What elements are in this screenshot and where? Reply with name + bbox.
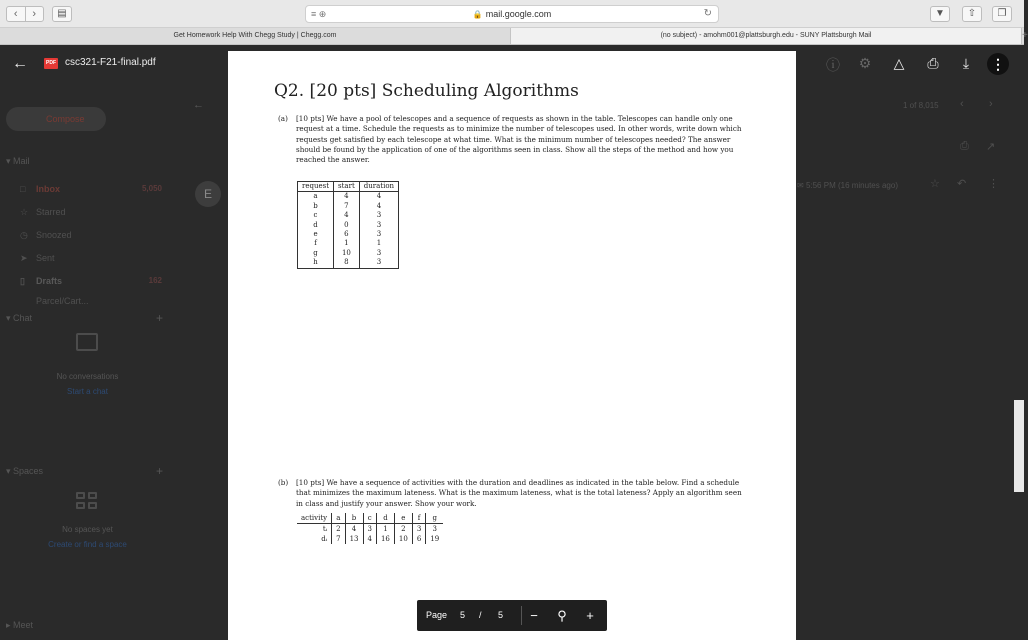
page-control (417, 600, 607, 631)
spaces-section-header[interactable]: ▾ Spaces (6, 466, 44, 476)
history-nav (6, 6, 44, 22)
url-text: mail.google.com (485, 9, 552, 19)
reader-icon[interactable]: ≡ ⊕ (311, 9, 327, 19)
table-cell: 6 (412, 534, 425, 544)
table-header: request (298, 182, 334, 192)
table-cell: h (298, 258, 334, 268)
new-tab-icon[interactable]: + (1022, 30, 1028, 41)
print-icon[interactable]: ⎙ (960, 140, 969, 152)
table-cell: 4 (334, 211, 360, 220)
sidebar-toggle-icon[interactable]: ▤ (52, 6, 72, 22)
table-cell: 4 (345, 524, 363, 535)
mail-section-header[interactable]: ▾ Mail (6, 156, 30, 166)
table-row (298, 258, 399, 268)
table-cell: 0 (334, 221, 360, 230)
reload-icon[interactable]: ↻ (703, 8, 712, 19)
table-cell: 1 (376, 524, 394, 535)
spaces-icon (76, 492, 98, 510)
more-actions-icon[interactable]: ⋮ (987, 53, 1009, 75)
page-label: Page (426, 610, 448, 620)
drafts-count: 162 (148, 276, 162, 285)
table-cell: 19 (426, 534, 443, 544)
chevron-right-icon[interactable]: › (989, 98, 993, 110)
open-new-window-icon[interactable]: ↗ (986, 141, 996, 153)
table-cell: 3 (359, 230, 398, 239)
table-row (298, 211, 399, 220)
star-icon[interactable]: ☆ (930, 178, 940, 190)
table-header: activity (297, 513, 332, 524)
clock-icon: ◷ (20, 230, 28, 240)
tab-bar (0, 28, 1028, 45)
forward-button[interactable]: › (25, 7, 44, 21)
zoom-in-icon[interactable]: + (586, 608, 594, 623)
table-cell: 4 (334, 192, 360, 202)
table-cell: c (363, 513, 376, 524)
tab-chegg[interactable]: Get Homework Help With Chegg Study | Chegg.com (0, 28, 511, 44)
star-icon: ☆ (20, 207, 29, 217)
avatar: E (195, 181, 221, 207)
table-cell: 4 (359, 202, 398, 211)
question-title: Q2. [20 pts] Scheduling Algorithms (274, 81, 579, 101)
table-header: dᵢ (321, 535, 328, 543)
table-cell: d (298, 221, 334, 230)
table-cell: 16 (376, 534, 394, 544)
table-row (298, 202, 399, 211)
settings-icon[interactable]: ⚙ (858, 55, 872, 71)
tab-gmail[interactable]: (no subject) - amohm001@plattsburgh.edu - SUNY Plattsburgh Mail (511, 28, 1022, 44)
chevron-left-icon[interactable]: ‹ (960, 98, 964, 110)
table-cell: 2 (332, 524, 345, 535)
table-row (297, 513, 443, 524)
add-space-icon[interactable]: + (156, 464, 164, 478)
table-row (298, 249, 399, 258)
table-cell: 4 (359, 192, 398, 202)
chat-bubble-icon (76, 333, 98, 351)
more-options-icon[interactable]: ⋮ (988, 178, 999, 190)
table-cell: 8 (334, 258, 360, 268)
table-header: duration (359, 182, 398, 192)
browser-toolbar (0, 0, 1024, 28)
table-cell: 6 (334, 230, 360, 239)
pdf-page (228, 51, 796, 640)
chat-section-header[interactable]: ▾ Chat (6, 313, 33, 323)
table-cell: 3 (426, 524, 443, 535)
meet-section-header[interactable]: ▸ Meet (6, 620, 34, 630)
table-cell: d (376, 513, 394, 524)
table-cell: 7 (332, 534, 345, 544)
timestamp-text: ✉ 5:56 PM (16 minutes ago) (797, 181, 898, 190)
total-pages: 5 (498, 610, 504, 620)
table-cell: 3 (359, 221, 398, 230)
table-row (298, 221, 399, 230)
part-b (278, 478, 748, 509)
part-a (278, 114, 748, 165)
help-icon[interactable]: ⓘ (826, 57, 840, 73)
table-header: tᵢ (322, 525, 328, 533)
close-viewer-icon[interactable]: ← (12, 55, 28, 72)
sidebar-item-sent[interactable]: ➤ Sent (20, 253, 55, 263)
table-cell: 10 (334, 249, 360, 258)
divider (521, 606, 522, 625)
table-row (297, 534, 443, 544)
sidebar-item-starred[interactable]: ☆ Starred (20, 207, 66, 217)
back-button[interactable]: ‹ (13, 8, 18, 20)
no-spaces-text: No spaces yet (62, 525, 113, 534)
table-cell: e (298, 230, 334, 239)
table-cell: a (332, 513, 345, 524)
table-row (298, 192, 399, 202)
table-cell: 3 (412, 524, 425, 535)
table-cell: g (426, 513, 443, 524)
table-cell: e (394, 513, 412, 524)
part-a-text: [10 pts] We have a pool of telescopes and a sequence of requests as shown in the table. Telescopes can handle only one request at a time. Schedule the requests as to minimize the number of telescopes used. In other words, write down which requests get satisfied by each telescope at what time. What is the minimum number of telescopes needed? The answer should be found by the application of one of the algorithms seen in class. Show all the steps of the method and how you reached the answer. (296, 114, 742, 165)
table-row (298, 230, 399, 239)
send-icon: ➤ (20, 253, 28, 263)
table-cell: c (298, 211, 334, 220)
no-conversations-text: No conversations (56, 372, 119, 381)
table-row (297, 524, 443, 535)
back-to-inbox-icon[interactable]: ← (193, 99, 204, 111)
lock-icon: 🔒 (472, 10, 483, 19)
print-icon[interactable]: ⎙ (927, 55, 939, 71)
inbox-count: 5,050 (141, 184, 162, 193)
reply-icon[interactable]: ↶ (957, 178, 967, 190)
page-separator: / (479, 610, 482, 620)
table-cell: 3 (359, 249, 398, 258)
add-chat-icon[interactable]: + (156, 311, 164, 325)
draft-icon: ▯ (20, 276, 25, 286)
pdf-file-icon: PDF (44, 58, 58, 69)
sidebar-item-inbox[interactable]: □ Inbox 5,050 (20, 184, 162, 194)
table-row (298, 239, 399, 248)
part-b-text: [10 pts] We have a sequence of activities with the duration and deadlines as indicated in the table below. Find a schedule that minimizes the maximum lateness. What is the maximum lateness, what is the total lateness? Apply an algorithm seen in class and justify your answer. Show your work. (296, 478, 742, 508)
sidebar-item-snoozed[interactable]: ◷ Snoozed (20, 230, 72, 240)
tabs-overview-icon[interactable]: ❐ (992, 6, 1012, 22)
part-b-label: (b) (278, 478, 289, 487)
download-icon[interactable]: ▼ (930, 6, 950, 22)
table-cell: g (298, 249, 334, 258)
table-cell: b (298, 202, 334, 211)
table-cell: 3 (359, 258, 398, 268)
table-cell: 1 (359, 239, 398, 248)
table-cell: 3 (363, 524, 376, 535)
table-cell: 3 (359, 211, 398, 220)
table-cell: 7 (334, 202, 360, 211)
download-icon[interactable]: ⤓ (962, 55, 970, 71)
table-cell: a (298, 192, 334, 202)
zoom-out-icon[interactable]: − (530, 608, 538, 623)
table-cell: 2 (394, 524, 412, 535)
address-bar[interactable] (305, 5, 719, 23)
inbox-icon: □ (20, 184, 26, 194)
pagination-text: 1 of 8,015 (903, 101, 939, 110)
part-a-label: (a) (278, 114, 288, 123)
table-cell: 1 (334, 239, 360, 248)
find-space-link[interactable]: Create or find a space (48, 540, 127, 549)
requests-table (297, 181, 399, 269)
sidebar-item-parcel[interactable]: Parcel/Cart... (36, 296, 89, 306)
table-cell: 10 (394, 534, 412, 544)
table-cell: 4 (363, 534, 376, 544)
zoom-icon[interactable]: ⚲ (557, 608, 567, 623)
table-cell: 13 (345, 534, 363, 544)
current-page-input[interactable]: 5 (460, 610, 466, 620)
table-cell: b (345, 513, 363, 524)
add-to-drive-icon[interactable]: △ (893, 55, 905, 71)
share-icon[interactable]: ⇧ (962, 6, 982, 22)
activity-table (297, 513, 443, 544)
table-header: start (334, 182, 360, 192)
file-name: csc321-F21-final.pdf (65, 57, 156, 68)
start-chat-link[interactable]: Start a chat (67, 387, 108, 396)
sidebar-item-drafts[interactable]: ▯ Drafts 162 (20, 276, 162, 286)
compose-button[interactable]: Compose (6, 107, 106, 131)
scrollbar[interactable] (1014, 400, 1024, 492)
table-cell: f (298, 239, 334, 248)
table-cell: f (412, 513, 425, 524)
